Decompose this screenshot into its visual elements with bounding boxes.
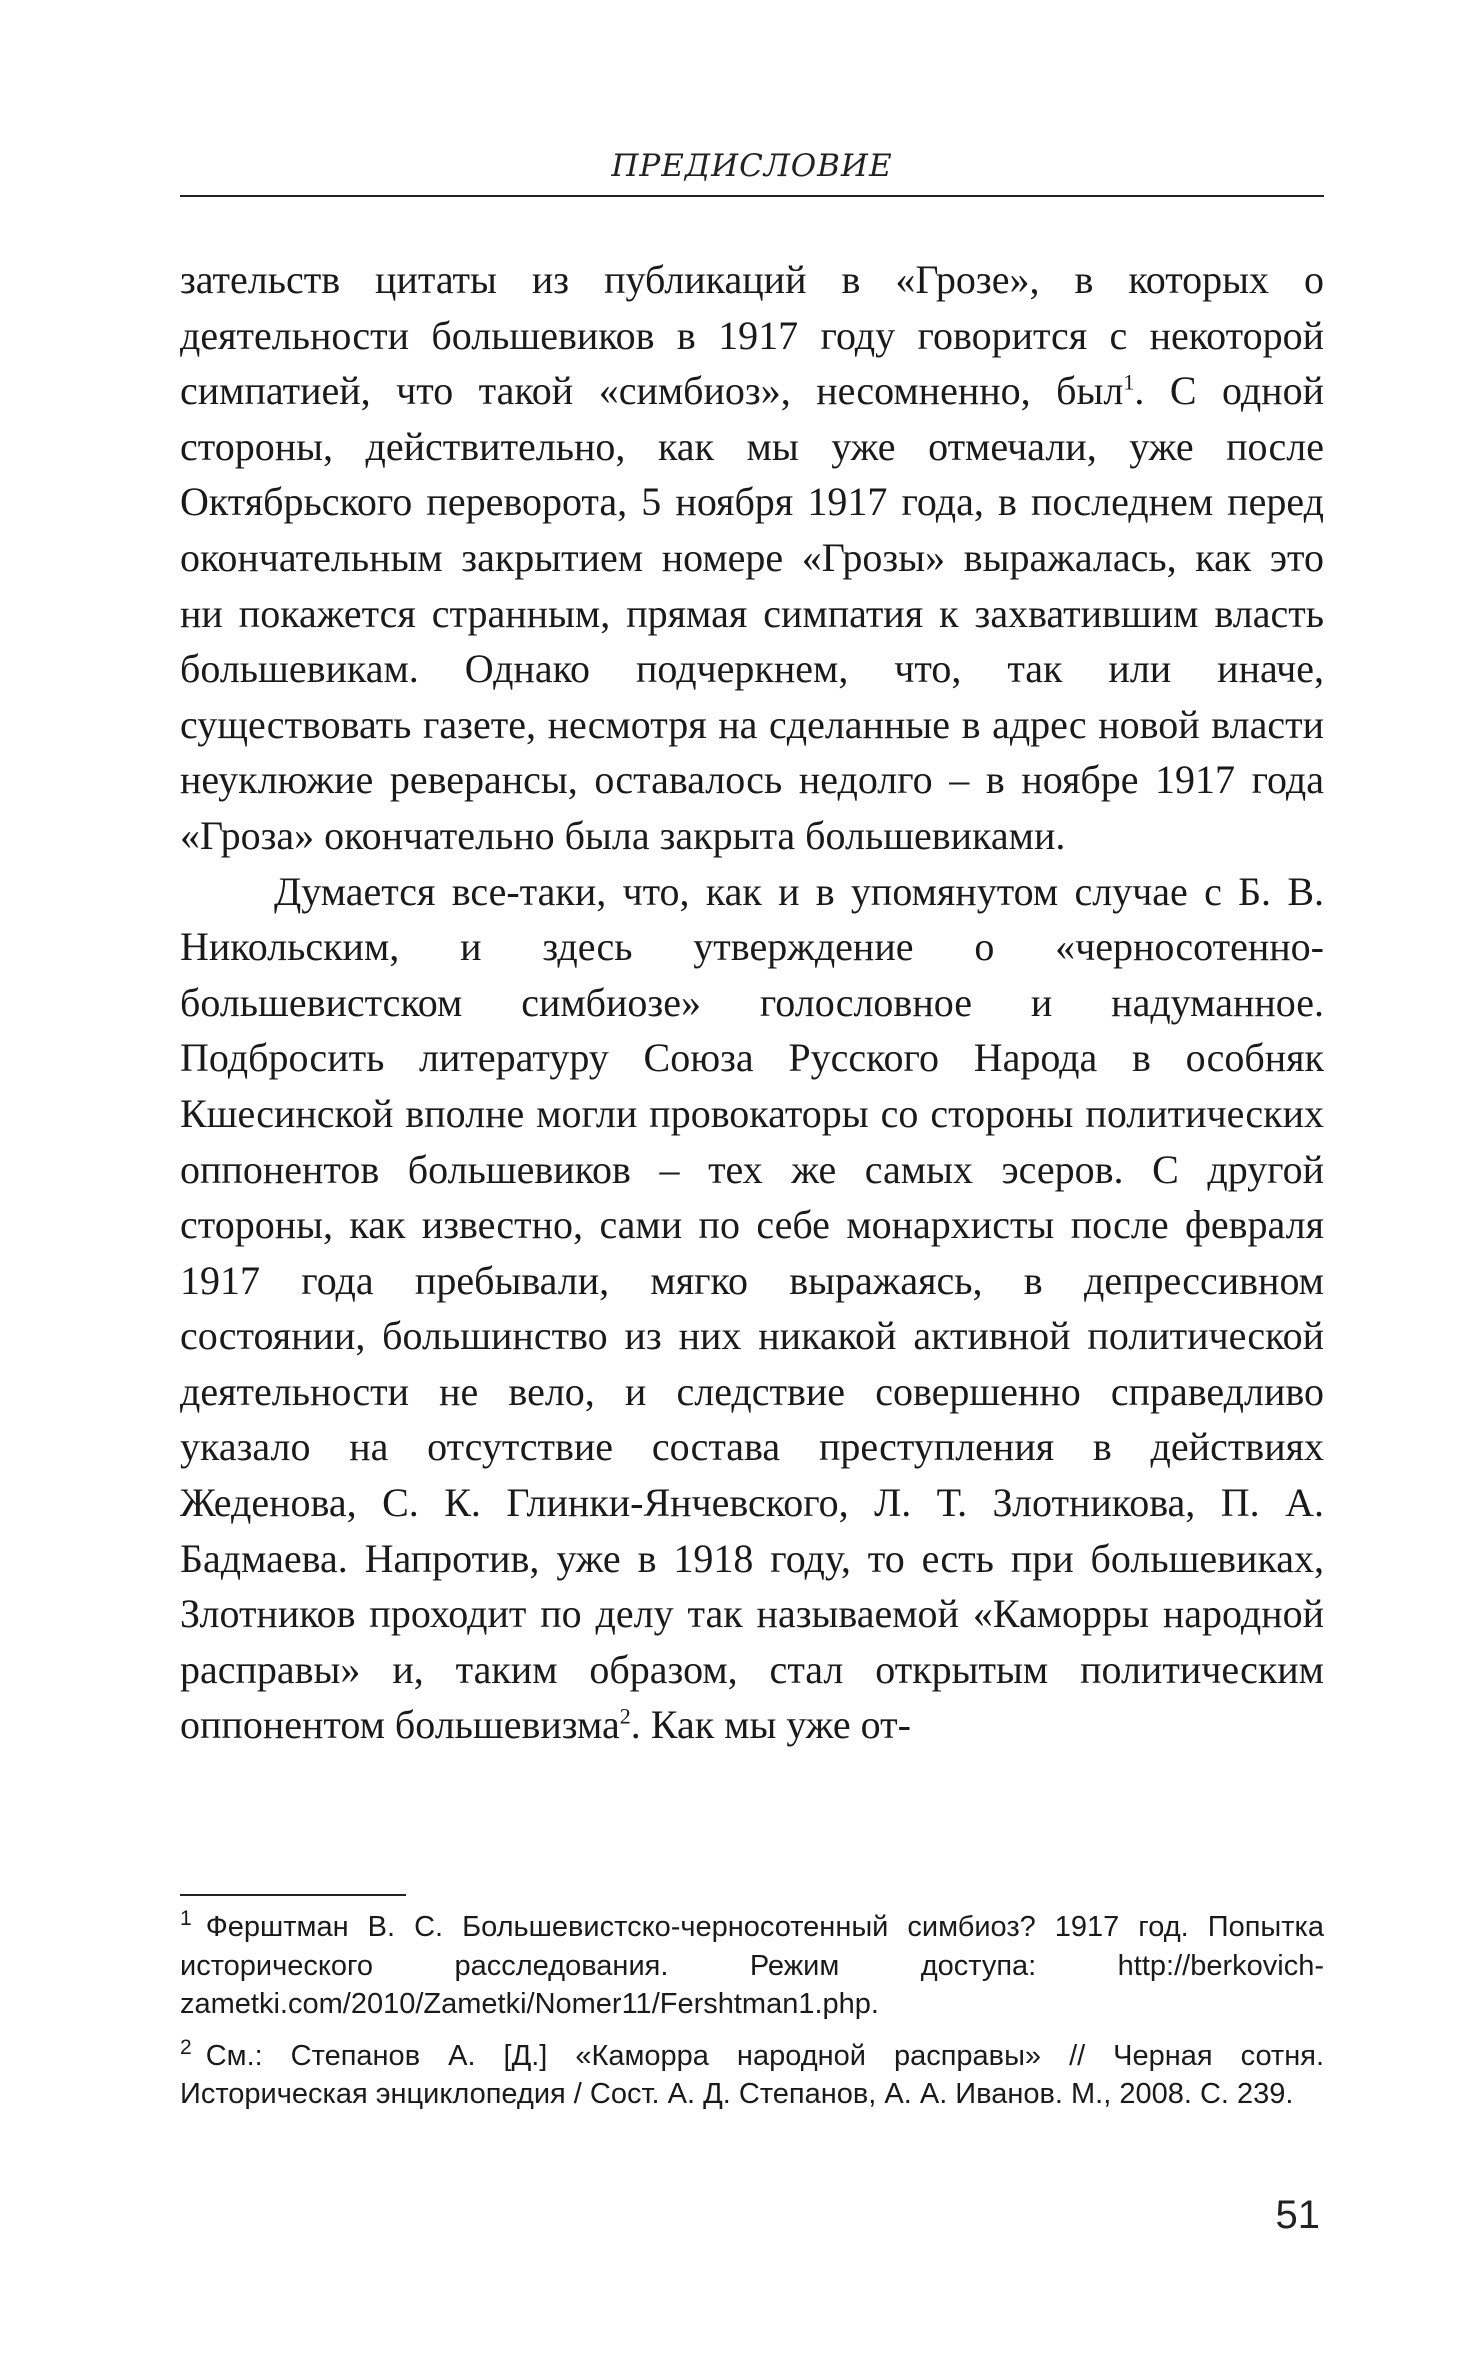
paragraph-2-text: Думается все-таки, что, как и в упомянутом случае с Б. В. Никольским, и здесь утверждение о «черносотенно-большевистском симбиозе» голословное и надуманное. Подбросить литературу Союза Русского Народа в особняк Кшесинской вполне могли провокаторы со стороны политических оппонентов большевиков – тех же самых эсеров. С другой стороны, как известно, сами по себе монархисты после февраля 1917 года пребывали, мягко выражаясь, в депрессивном состоянии, большинство из них никакой активной политической деятельности не вело, и следствие совершенно справедливо указало на отсутствие состава преступления в действиях Жеденова, С. К. Глинки-Янчевского, Л. Т. Злотникова, П. А. Бадмаева. Напротив, уже в 1918 году, то есть при большевиках, Злотников проходит по делу так называемой «Каморры народной расправы» и, таким образом, стал открытым политическим оппонентом большевизма bbox=[180, 868, 1324, 1748]
footnote-1 bbox=[180, 1908, 1324, 2024]
footnote-ref-2: 2 bbox=[619, 1704, 631, 1730]
footnote-1-text: Ферштман В. С. Большевистско-черносотенный симбиоз? 1917 год. Попытка исторического расследования. Режим доступа: http://berkovich-zametki.com/2010/Zametki/Nomer11/Fershtman1.php. bbox=[180, 1911, 1324, 2020]
book-page bbox=[180, 0, 1324, 2362]
main-text bbox=[180, 252, 1324, 1753]
paragraph-2 bbox=[180, 864, 1324, 1754]
paragraph-1-text: зательств цитаты из публикаций в «Грозе», в которых о деятельности большевиков в 1917 году говорится с некоторой симпатией, что такой «симбиоз», несомненно, был bbox=[180, 257, 1324, 414]
footnotes bbox=[180, 1908, 1324, 2127]
footnote-2-marker: 2 bbox=[180, 2035, 192, 2059]
paragraph-1-text-continued: . С одной стороны, действительно, как мы уже отмечали, уже после Октябрьского переворота, 5 ноября 1917 года, в последнем перед окончательным закрытием номере «Грозы» выражалась, как это ни покажется странным, прямая симпатия к захватившим власть большевикам. Однако подчеркнем, что, так или иначе, существовать газете, несмотря на сделанные в адрес новой власти неуклюжие реверансы, оставалось недолго – в ноябре 1917 года «Гроза» окончательно была закрыта большевиками. bbox=[180, 368, 1324, 858]
footnote-rule bbox=[180, 1894, 406, 1896]
paragraph-2-text-continued: . Как мы уже от- bbox=[630, 1702, 911, 1748]
paragraph-1 bbox=[180, 252, 1324, 864]
footnote-ref-1: 1 bbox=[1123, 369, 1135, 395]
running-title: ПРЕДИСЛОВИЕ bbox=[611, 148, 893, 184]
footnote-1-marker: 1 bbox=[180, 1907, 192, 1931]
header-rule bbox=[180, 195, 1324, 197]
footnote-2 bbox=[180, 2037, 1324, 2114]
footnote-2-text: См.: Степанов А. [Д.] «Каморра народной расправы» // Черная сотня. Историческая энциклопедия / Сост. А. Д. Степанов, А. А. Иванов. М., 2008. С. 239. bbox=[180, 2039, 1324, 2110]
page-number: 51 bbox=[1275, 2193, 1320, 2237]
